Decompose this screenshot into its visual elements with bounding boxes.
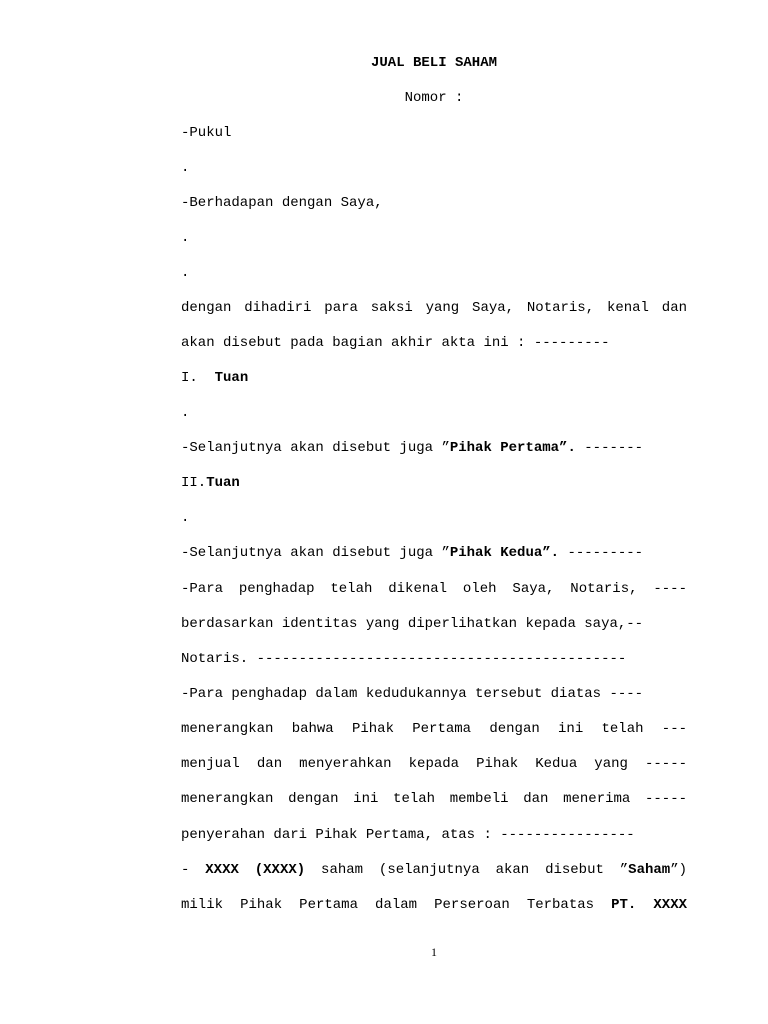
pihak-kedua-line (181, 544, 687, 562)
text-span: ------- (575, 440, 644, 456)
berhadapan-line: -Berhadapan dengan Saya, (181, 195, 383, 211)
party-two-name: Tuan (206, 475, 240, 491)
party-two-line (181, 474, 687, 492)
notaris-line: Notaris. -------------------------------------------- (181, 651, 627, 667)
pihak-pertama-term: Pihak Pertama”. (449, 440, 576, 456)
text-span: --------- (559, 545, 644, 561)
nomor-line: Nomor : (404, 90, 464, 106)
text-span: saham (selanjutnya akan disebut ” (305, 862, 629, 878)
pukul-line: -Pukul (181, 125, 232, 141)
document-title: JUAL BELI SAHAM (370, 55, 498, 71)
party-two-number: II. (181, 475, 207, 491)
akhir-akta-line: akan disebut pada bagian akhir akta ini : --------- (181, 335, 610, 351)
pihak-pertama-line (181, 439, 687, 457)
kedudukan-line: -Para penghadap dalam kedudukannya tersebut diatas ---- (181, 686, 644, 702)
dot-line: . (181, 265, 190, 281)
party-one-line (181, 369, 687, 387)
menerangkan-line: menerangkan bahwa Pihak Pertama dengan ini telah --- (181, 721, 687, 737)
saham-term: Saham (628, 862, 671, 878)
company-name: PT. XXXX (611, 897, 687, 913)
text-span: -Selanjutnya akan disebut juga ” (181, 545, 450, 561)
pihak-kedua-term: Pihak Kedua”. (449, 545, 560, 561)
dot-line: . (181, 510, 190, 526)
perseroan-line (181, 896, 687, 914)
page-number: 1 (431, 945, 437, 959)
penyerahan-line: penyerahan dari Pihak Pertama, atas : ---------------- (181, 827, 635, 843)
party-one-name: Tuan (214, 370, 249, 386)
text-span: milik Pihak Pertama dalam Perseroan Terbatas (181, 897, 612, 913)
membeli-line: menerangkan dengan ini telah membeli dan menerima ----- (181, 791, 687, 807)
text-span: - (181, 862, 206, 878)
saham-count: XXXX (XXXX) (205, 862, 306, 878)
dot-line: . (181, 230, 190, 246)
text-span: ”) (670, 862, 687, 878)
saksi-line: dengan dihadiri para saksi yang Saya, Notaris, kenal dan (181, 300, 687, 316)
dikenal-line: -Para penghadap telah dikenal oleh Saya, Notaris, ---- (181, 581, 687, 597)
saham-line (181, 861, 687, 879)
identitas-line: berdasarkan identitas yang diperlihatkan kepada saya,-- (181, 616, 644, 632)
dot-line: . (181, 405, 190, 421)
party-one-number: I. (181, 370, 198, 386)
text-span: -Selanjutnya akan disebut juga ” (181, 440, 450, 456)
menjual-line: menjual dan menyerahkan kepada Pihak Kedua yang ----- (181, 756, 687, 772)
dot-line: . (181, 160, 190, 176)
